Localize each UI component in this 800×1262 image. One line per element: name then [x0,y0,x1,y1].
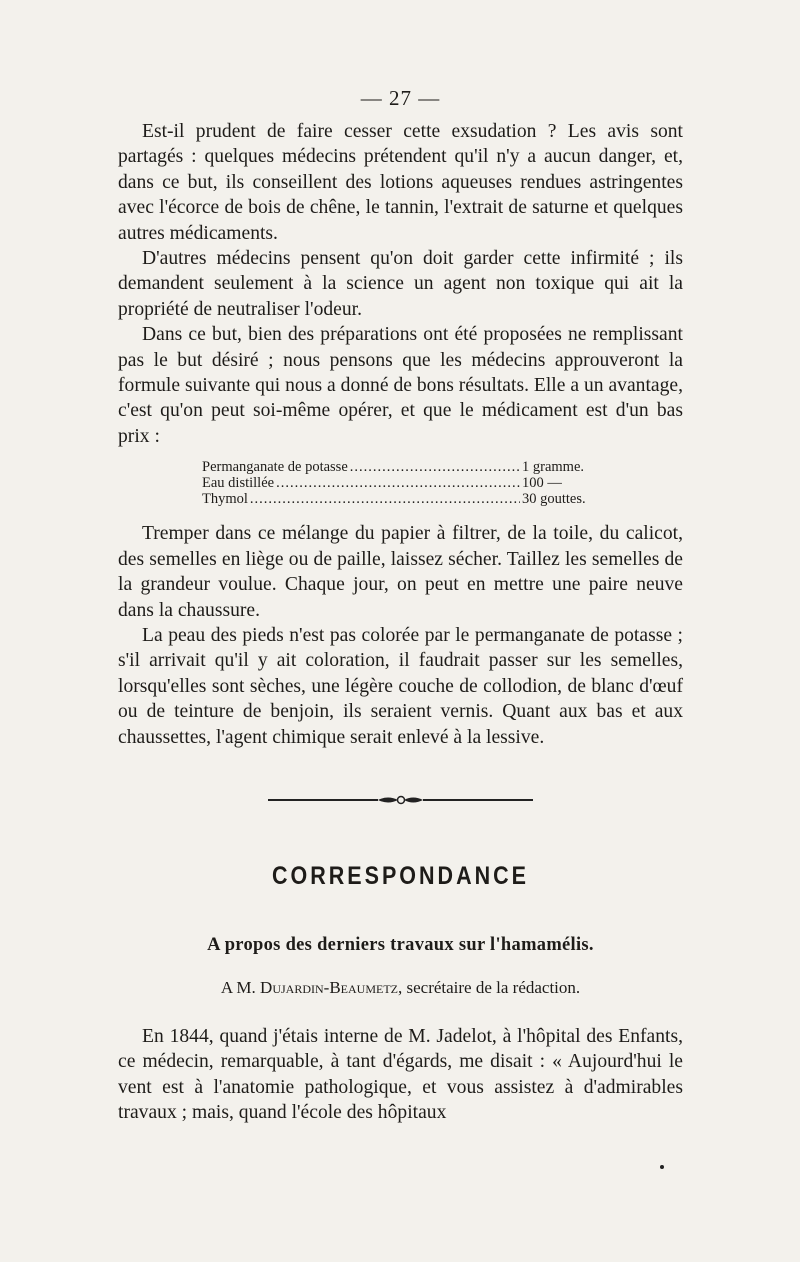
paragraph-autres-medecins: D'autres médecins pensent qu'on doit garder cette infirmité ; ils demandent seulement à la science un agent non toxique qui ait la propriété de neutraliser l'odeur. [118,248,683,320]
book-page [118,86,683,1126]
formula-table [202,459,602,507]
paragraph-peau: La peau des pieds n'est pas colorée par le permanganate de potasse ; s'il arrivait qu'il y ait coloration, il faudrait passer sur les semelles, lorsqu'elles sont sèches, une légère couche de collodion, de blanc d'œuf ou de teinture de benjoin, ils seraient vernis. Quant aux bas et aux chaussettes, l'agent chimique serait enlevé à la lessive. [118,624,683,748]
article-title: A propos des derniers travaux sur l'hamamélis. [207,934,594,955]
addressee-suffix: , secrétaire de la rédaction. [397,977,581,997]
leader-dots [350,459,520,475]
addressee-line [118,978,683,998]
leader-dots [250,491,520,507]
paragraph-exsudation: Est-il prudent de faire cesser cette exsudation ? Les avis sont partagés : quelques médecins prétendent qu'il n'y a aucun danger, et, dans ce but, ils conseillent des lotions aqueuses rendues astringentes avec l'écorce de bois de chêne, le tannin, l'extrait de saturne et quelques autres médicaments. [118,121,683,244]
addressee-name: Dujardin-Beaumetz [260,977,398,997]
paragraph-tremper: Tremper dans ce mélange du papier à filtrer, de la toile, du calicot, des semelles en liège ou de paille, laissez sécher. Taillez les semelles de la grandeur voulue. Chaque jour, on peut en mettre une paire neuve dans la chaussure. [118,523,683,621]
paragraph-preparations: Dans ce but, bien des préparations ont été proposées ne remplissant pas le but désiré ; nous pensons que les médecins approuveront la formule suivante qui nous a donné de bons résultats. Elle a un avantage, c'est qu'on peut soi-même opérer, et que le médicament est d'un bas prix : [118,324,683,447]
ingredient-quantity: 100 — [522,475,562,492]
addressee-prefix: A M. [220,977,256,997]
ingredient-name: Eau distillée [202,475,275,492]
leader-dots [276,475,520,491]
ingredient-name: Thymol [202,491,248,508]
formula-row [202,475,602,491]
ingredient-name: Permanganate de potasse [202,459,348,476]
page-number: — 27 — [360,86,441,110]
ingredient-quantity: 1 gramme. [522,459,585,476]
section-title: CORRESPONDANCE [271,862,530,890]
paragraph-1844: En 1844, quand j'étais interne de M. Jadelot, à l'hôpital des Enfants, ce médecin, remarquable, à tant d'égards, me disait : « Aujourd'hui le vent est à l'anatomie pathologique, et vous assistez à d'admirables travaux ; mais, quand l'école des hôpitaux [118,1025,683,1124]
formula-row [202,491,602,507]
ornamental-divider [268,794,533,806]
formula-row [202,459,602,475]
page-mark [660,1165,664,1169]
ingredient-quantity: 30 gouttes. [522,491,586,508]
divider-ornament-icon [268,794,533,806]
